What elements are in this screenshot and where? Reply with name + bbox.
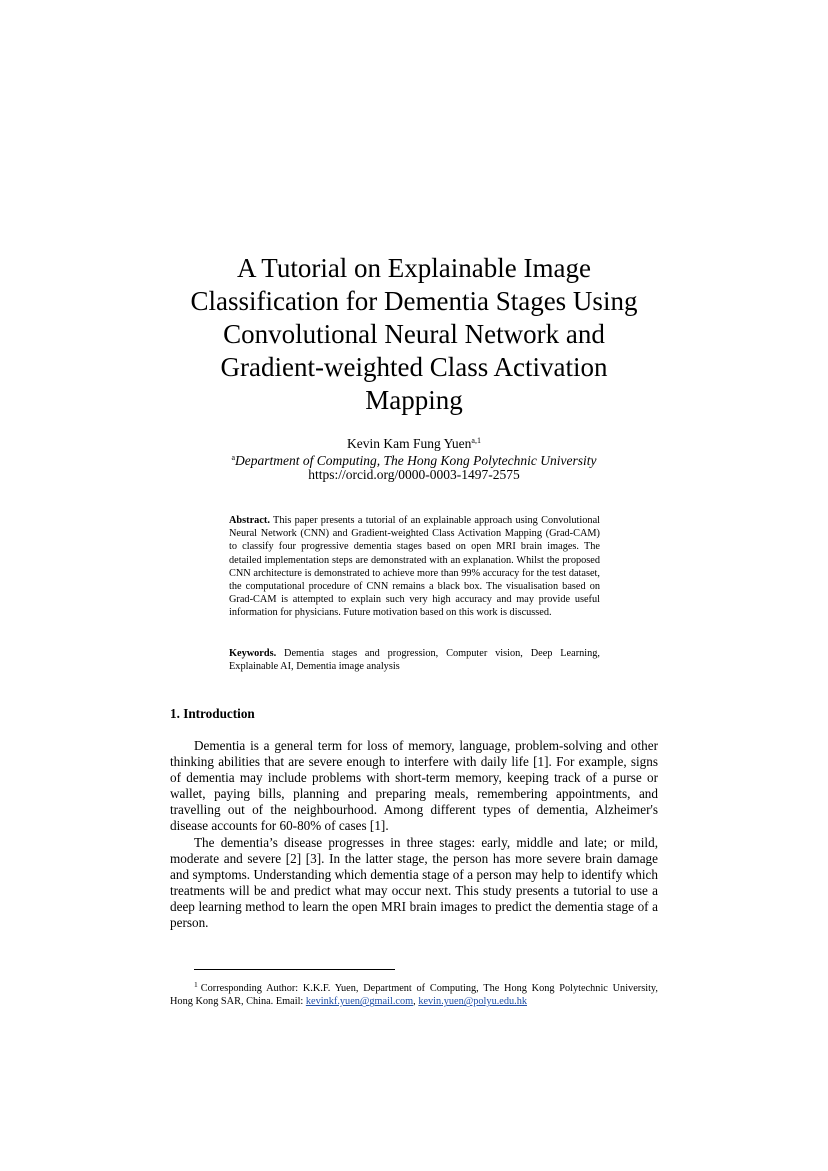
footnote-separator: , [413,996,419,1008]
footnote-divider [194,969,395,970]
affiliation-text: Department of Computing, The Hong Kong Polytechnic University [235,453,597,468]
affiliation-superscript: a [231,453,236,462]
abstract [229,514,600,620]
section-heading: 1. Introduction [170,706,255,721]
paragraph-1: Dementia is a general term for loss of memory, language, problem-solving and other thinking abilities that are severe enough to interfere with daily life [1]. For example, signs of dementia may include problems with short-term memory, keeping track of a purse or wallet, paying bills, planning and preparing meals, remembering appointments, and travelling out of the neighbourhood. Among different types of dementia, Alzheimer's disease accounts for 60-80% of cases [1]. [170,738,658,834]
author-name: Kevin Kam Fung Yuen [347,436,472,451]
abstract-label: Abstract. [229,515,270,526]
email-link-polyu[interactable]: kevin.yuen@polyu.edu.hk [418,996,528,1008]
keywords-text: Dementia stages and progression, Computer vision, Deep Learning, Explainable AI, Dementia image analysis [229,648,600,673]
keywords [229,647,600,673]
footnote-mark: 1 [194,980,198,989]
email-link-gmail[interactable]: kevinkf.yuen@gmail.com [305,996,414,1008]
paragraph-2: The dementia’s disease progresses in three stages: early, middle and late; or mild, moderate and severe [2] [3]. In the latter stage, the person has more severe brain damage and symptoms. Understanding which dementia stage of a person may help to identify which treatments will be and predict what may occur next. This study presents a tutorial to use a deep learning method to learn the open MRI brain images to predict the dementia stage of a person. [170,834,658,931]
abstract-text: This paper presents a tutorial of an explainable approach using Convolutional Neural Network (CNN) and Gradient-weighted Class Activation Mapping (Grad-CAM) to classify four progressive dementia stages based on open MRI brain images. The detailed implementation steps are demonstrated with an explanation. Whilst the proposed CNN architecture is demonstrated to achieve more than 99% accuracy for the test dataset, the computational procedure of CNN remains a black box. The visualisation based on Grad-CAM is attempted to explain such very high accuracy and may provide useful information for physicians. Future motivation based on this work is discussed. [229,515,601,619]
body-text [170,738,658,931]
paper-title [150,252,678,417]
title-line-2: Classification for Dementia Stages Using [190,286,638,316]
title-line-4: Gradient-weighted Class Activation [220,352,608,382]
footnote-text: Corresponding Author: K.K.F. Yuen, Department of Computing, The Hong Kong Polytechnic University, Hong Kong SAR, China. Email: [170,983,658,1008]
author-superscript: a,1 [471,436,481,445]
orcid-link: https://orcid.org/0000-0003-1497-2575 [308,467,520,482]
keywords-label: Keywords. [229,648,277,659]
title-line-1: A Tutorial on Explainable Image [237,253,591,283]
title-line-3: Convolutional Neural Network and [223,319,605,349]
footnote [170,978,658,1009]
title-line-5: Mapping [365,385,463,415]
